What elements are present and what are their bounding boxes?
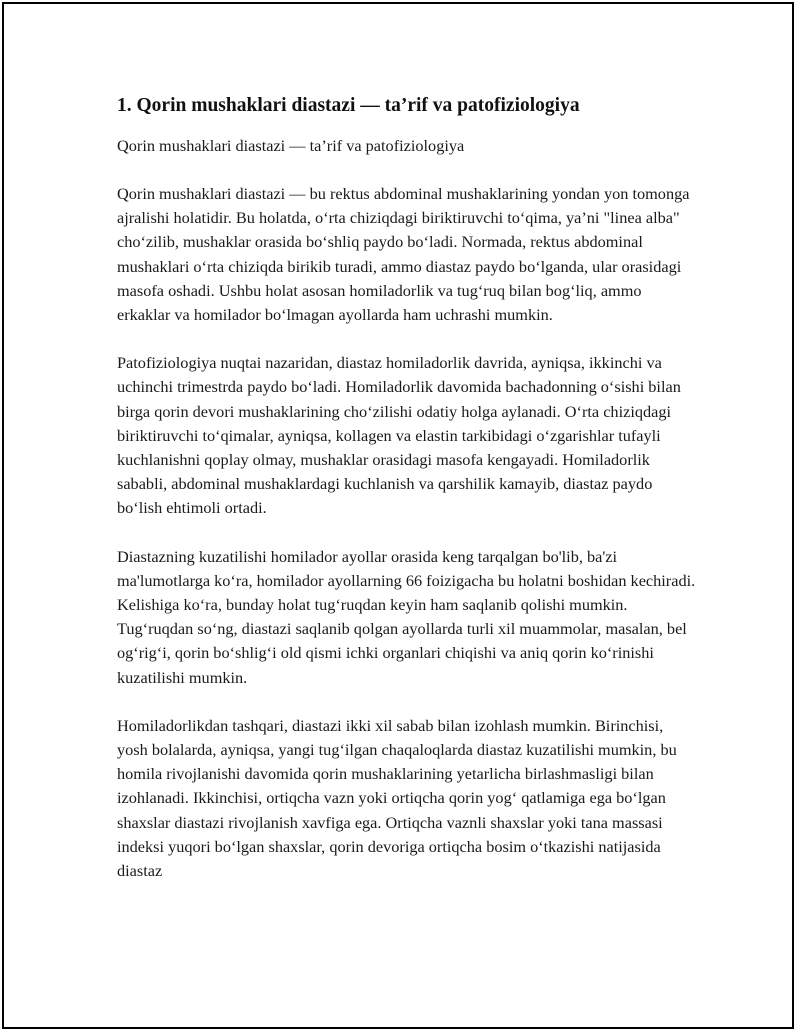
paragraph-definition: Qorin mushaklari diastazi — bu rektus abdominal mushaklarining yondan yon tomonga ajralishi holatidir. Bu holatda, o‘rta chiziqdagi biriktiruvchi to‘qima, ya’ni "linea alba" cho‘zilib, mushaklar orasida bo‘shliq paydo bo‘ladi. Normada, rektus abdominal mushaklari o‘rta chiziqda birikib turadi, ammo diastaz paydo bo‘lganda, ular orasidagi masofa oshadi. Ushbu holat asosan homiladorlik va tug‘ruq bilan bog‘liq, ammo erkaklar va homilador bo‘lmagan ayollarda ham uchrashi mumkin.	[117, 184, 690, 325]
document-body	[117, 92, 697, 883]
paragraph-prevalence: Diastazning kuzatilishi homilador ayollar orasida keng tarqalgan bo'lib, ba'zi ma'lumotlarga ko‘ra, homilador ayollarning 66 foizigacha bu holatni boshidan kechiradi. Kelishiga ko‘ra, bunday holat tug‘ruqdan keyin ham saqlanib qolishi mumkin. Tug‘ruqdan so‘ng, diastazi saqlanib qolgan ayollarda turli xil muammolar, masalan, bel og‘rig‘i, qorin bo‘shlig‘i old qismi ichki organlari chiqishi va aniq qorin ko‘rinishi kuzatilishi mumkin.	[117, 546, 696, 687]
section-subtitle: Qorin mushaklari diastazi — ta’rif va patofiziologiya	[117, 136, 465, 155]
paragraph-pathophysiology: Patofiziologiya nuqtai nazaridan, diastaz homiladorlik davrida, ayniqsa, ikkinchi va uchinchi trimestrda paydo bo‘ladi. Homiladorlik davomida bachadonning o‘sishi bilan birga qorin devori mushaklarining cho‘zilishi odatiy holga aylanadi. O‘rta chiziqdagi biriktiruvchi to‘qimalar, ayniqsa, kollagen va elastin tarkibidagi o‘zgarishlar tufayli kuchlanishni qoplay olmay, mushaklar orasidagi masofa kengayadi. Homiladorlik sababli, abdominal mushaklardagi kuchlanish va qarshilik kamayib, diastaz paydo bo‘lish ehtimoli ortadi.	[117, 353, 681, 518]
section-heading: 1. Qorin mushaklari diastazi — ta’rif va patofiziologiya	[117, 95, 580, 116]
paragraph-other-causes: Homiladorlikdan tashqari, diastazi ikki xil sabab bilan izohlash mumkin. Birinchisi, yosh bolalarda, ayniqsa, yangi tug‘ilgan chaqaloqlarda diastaz kuzatilishi mumkin, bu homila rivojlanishi davomida qorin mushaklarining yetarlicha birlashmasligi bilan izohlanadi. Ikkinchisi, ortiqcha vazn yoki ortiqcha qorin yog‘ qatlamiga ega bo‘lgan shaxslar diastazi rivojlanish xavfiga ega. Ortiqcha vaznli shaxslar yoki tana massasi indeksi yuqori bo‘lgan shaxslar, qorin devoriga ortiqcha bosim o‘tkazishi natijasida diastaz	[117, 715, 677, 881]
